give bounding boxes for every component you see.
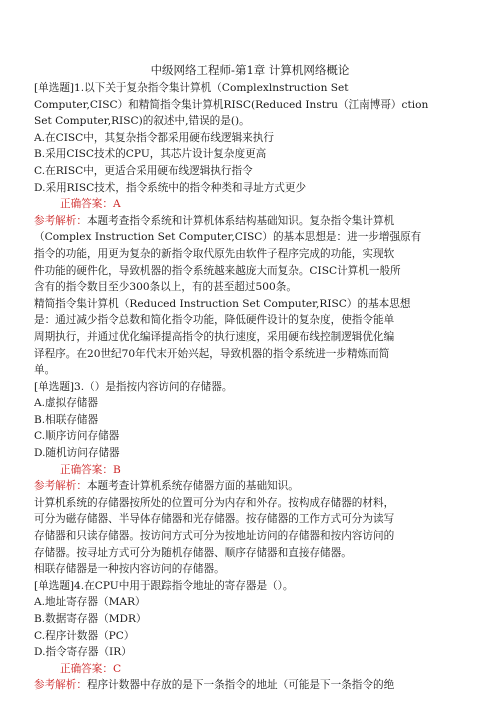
question-3-correct-answer: 正确答案：B (60, 463, 121, 476)
reference-label: 参考解析： (34, 480, 87, 493)
question-1-stem-line-3: Set Computer,RISC)的叙述中,错误的是()。 (34, 115, 250, 128)
question-4-option-d: D.指令寄存器（IR） (34, 646, 132, 659)
question-4-option-b: B.数据寄存器（MDR） (34, 613, 147, 625)
explanation-line: 精简指令集计算机（Reduced Instruction Set Computer,RISC）的基本思想 (34, 297, 411, 310)
question-3-stem: [单选题]3.（）是指按内容访问的存储器。 (34, 380, 233, 393)
question-4-option-c: C.程序计数器（PC） (34, 629, 135, 642)
question-1-stem-line-2: Computer,CISC）和精简指令集计算机RISC(Reduced Instru（江南博哥）ction (34, 98, 429, 111)
explanation-line: 指令的功能，用更为复杂的新指令取代原先由软件子程序完成的功能，实现软 (34, 247, 395, 260)
question-1 (34, 80, 466, 379)
question-1-option-c: C.在RISC中，更适合采用硬布线逻辑执行指令 (34, 164, 253, 177)
question-4-stem: [单选题]4.在CPU中用于跟踪指令地址的寄存器是（）。 (34, 579, 294, 592)
explanation-line: 存储器和只读存储器。按访问方式可分为按地址访问的存储器和按内容访问的 (34, 530, 395, 543)
reference-text: 本题考查指令系统和计算机体系结构基础知识。复杂指令集计算机 (86, 214, 395, 227)
question-3-option-a: A.虚拟存储器 (34, 397, 98, 410)
page-title: 中级网络工程师-第1章 计算机网络概论 (150, 63, 350, 77)
question-4-reference-line-1 (34, 677, 466, 694)
question-3 (34, 379, 466, 578)
reference-text: 程序计数器中存放的是下一条指令的地址（可能是下一条指令的绝 (86, 679, 395, 692)
question-1-reference-line-1 (34, 213, 466, 230)
question-3-option-d: D.随机访问存储器 (34, 447, 120, 460)
explanation-line: 计算机系统的存储器按所处的位置可分为内存和外存。按构成存储器的材料， (34, 496, 395, 509)
question-1-correct-answer: 正确答案：A (60, 198, 121, 211)
reference-text: 本题考查计算机系统存储器方面的基础知识。 (86, 480, 299, 493)
question-3-reference-line-1 (34, 478, 466, 495)
question-4-correct-answer: 正确答案：C (60, 662, 122, 675)
explanation-line: 件功能的硬件化，导致机器的指令系统越来越庞大而复杂。CISC计算机一般所 (34, 264, 401, 277)
question-3-option-b: B.相联存储器 (34, 413, 99, 426)
question-4 (34, 578, 466, 694)
question-1-option-b: B.采用CISC技术的CPU，其芯片设计复杂度更高 (34, 148, 267, 161)
explanation-line: 可分为磁存储器、半导体存储器和光存储器。按存储器的工作方式可分为读写 (34, 513, 395, 526)
reference-label: 参考解析： (34, 214, 87, 227)
explanation-line: 含有的指令数目至少300条以上，有的甚至超过500条。 (34, 281, 297, 294)
explanation-line: 译程序。在20世纪70年代末开始兴起，导致机器的指令系统进一步精炼而简 (34, 347, 390, 360)
question-1-stem-line-1: [单选题]1.以下关于复杂指令集计算机（Complexlnstruction Set (34, 82, 349, 94)
explanation-line: 周期执行，并通过优化编译提高指令的执行速度，采用硬布线控制逻辑优化编 (34, 330, 395, 343)
question-1-option-d: D.采用RISC技术，指令系统中的指令种类和寻址方式更少 (34, 181, 307, 194)
question-4-option-a: A.地址寄存器（MAR） (34, 596, 146, 609)
explanation-line: （Complex Instruction Set Computer,CISC）的基本思想是：进一步增强原有 (34, 231, 422, 244)
explanation-line: 相联存储器是一种按内容访问的存储器。 (34, 563, 225, 576)
question-3-option-c: C.顺序访问存储器 (34, 430, 120, 443)
explanation-line: 单。 (34, 364, 56, 377)
question-1-option-a: A.在CISC中，其复杂指令都采用硬布线逻辑来执行 (34, 131, 274, 144)
explanation-line: 是：通过减少指令总数和简化指令功能，降低硬件设计的复杂度，使指令能单 (34, 314, 395, 327)
reference-label: 参考解析： (34, 679, 87, 692)
explanation-line: 存储器。按寻址方式可分为随机存储器、顺序存储器和直接存储器。 (34, 546, 352, 559)
